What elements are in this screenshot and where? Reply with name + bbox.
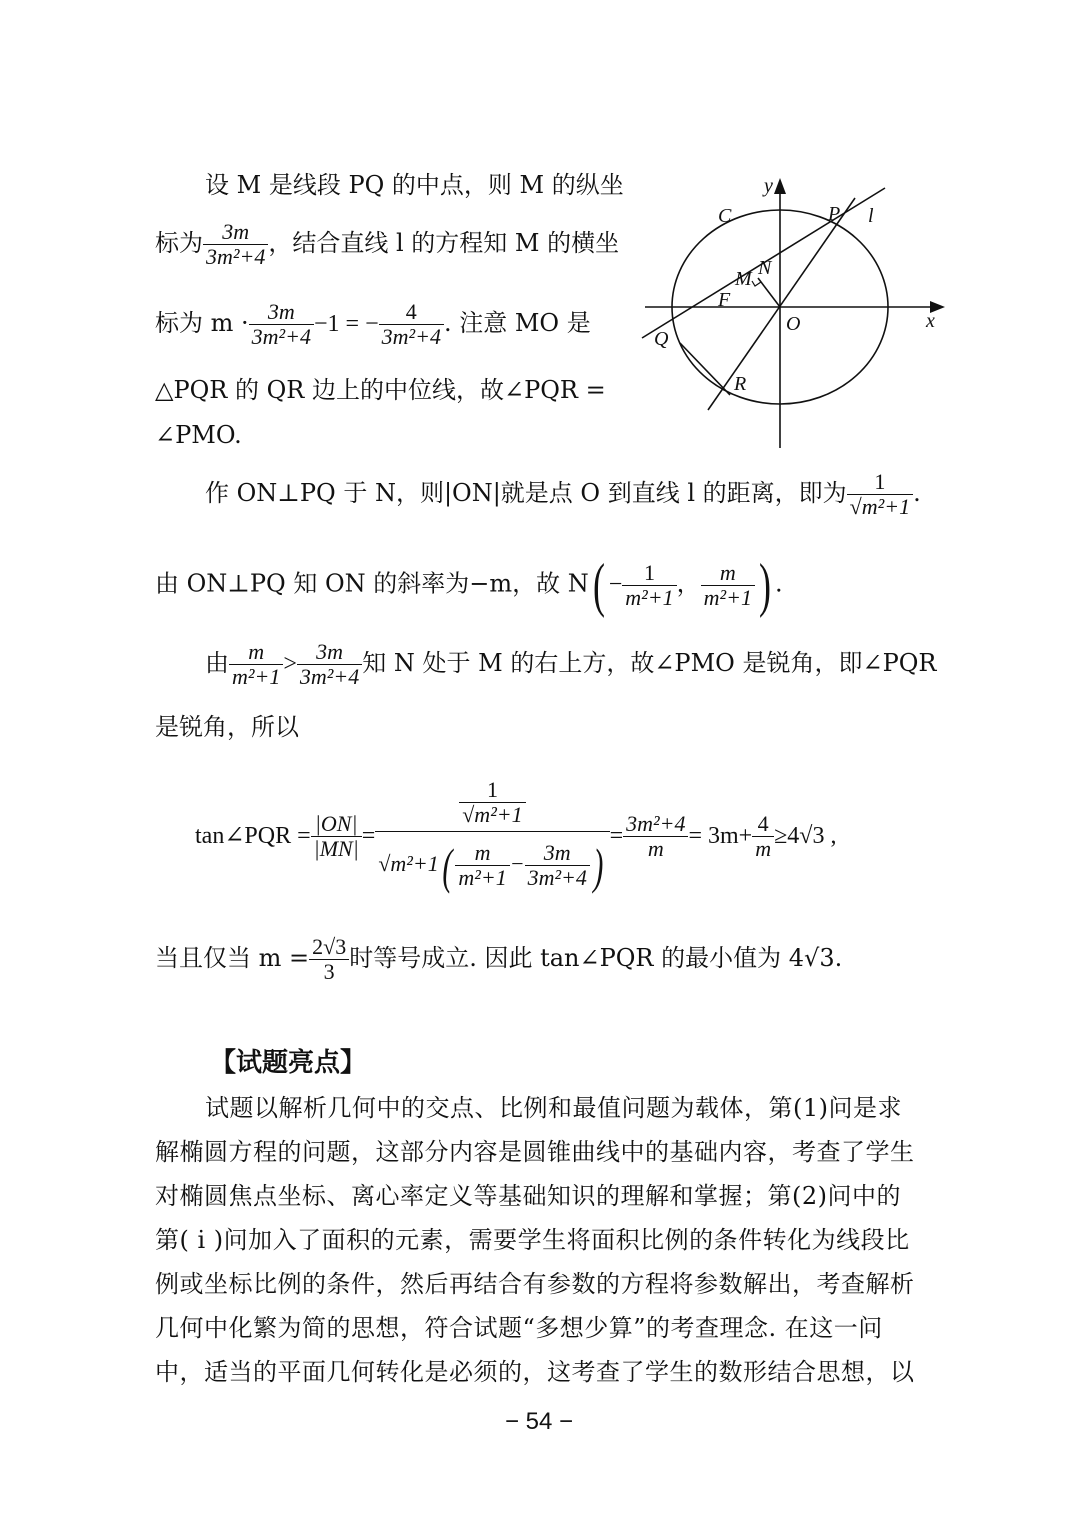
right-angle-mark — [752, 281, 761, 286]
fraction-on-mn: $\frac{|ON|}{|MN|}$ — [311, 812, 362, 861]
fraction-inner: $\frac{m}{\text{m²+1}}$ — [455, 841, 509, 890]
para1-line2: 标为 $\frac{3m}{\text{3m²+4}}$ ，结合直线 l 的方程知 M 的横坐 — [155, 219, 620, 269]
label-q: Q — [654, 328, 669, 350]
fraction: $\frac{1}{\text{√m²+1}}$ — [847, 470, 913, 519]
left-paren: ( — [592, 552, 605, 618]
label-p: P — [828, 203, 841, 225]
highlight-line: 对椭圆焦点坐标、离心率定义等基础知识的理解和掌握；第(2)问中的 — [155, 1182, 901, 1210]
para1-line3: 标为 m · $\frac{3m}{\text{3m²+4}}$ −1 = − $\frac{4}{\text{3m²+4}}$ . 注意 MO 是 — [155, 299, 591, 349]
label-c: C — [718, 205, 732, 227]
para1-line5: ∠PMO. — [155, 421, 242, 449]
label-y: y — [764, 175, 773, 197]
fraction: $\frac{m}{\text{m²+1}}$ — [701, 561, 755, 610]
fraction: $\frac{4}{m}$ — [752, 812, 774, 861]
segment-on — [758, 278, 780, 307]
label-m: M — [735, 268, 752, 290]
right-paren: ) — [758, 552, 771, 618]
label-l: l — [868, 205, 874, 227]
highlight-line: 试题以解析几何中的交点、比例和最值问题为载体，第(1)问是求 — [205, 1094, 902, 1122]
main-equation: tan∠PQR = $\frac{|ON|}{|MN|}$ = $\frac{1}{\text{√m²+1}}$ √m²+1( $\frac{m}{\text{m²+1}}$ − $\frac{3m}{\text{3m²+4}}$ ) = $\frac{\text{3m²+4}}{m}$ = 3m+ $\frac{4}{m}$ ≥4√3 , — [195, 776, 837, 894]
para1-line1: 设 M 是线段 PQ 的中点，则 M 的纵坐 — [205, 171, 624, 199]
label-f: F — [718, 289, 731, 311]
fraction-inner: $\frac{3m}{\text{3m²+4}}$ — [525, 841, 590, 890]
highlight-line: 几何中化繁为简的思想，符合试题“多想少算”的考查理念. 在这一问 — [155, 1314, 883, 1342]
highlight-line: 解椭圆方程的问题，这部分内容是圆锥曲线中的基础内容，考查了学生 — [155, 1138, 915, 1166]
fraction: $\frac{2√3}{3}$ — [309, 935, 349, 984]
page-number: − 54 − — [505, 1408, 574, 1435]
fraction: $\frac{3m}{\text{3m²+4}}$ — [297, 640, 362, 689]
ellipse-figure — [640, 170, 960, 455]
fraction-compound: $\frac{1}{\text{√m²+1}}$ √m²+1( $\frac{m}{\text{m²+1}}$ − $\frac{3m}{\text{3m²+4}}$ ) — [375, 778, 609, 896]
fraction: $\frac{m}{\text{m²+1}}$ — [229, 640, 283, 689]
segment-qr — [680, 343, 730, 395]
para5: 当且仅当 m = $\frac{2√3}{3}$ 时等号成立. 因此 tan∠PQR 的最小值为 4√3. — [155, 934, 843, 984]
label-o: O — [786, 313, 801, 335]
para1-line4: △PQR 的 QR 边上的中位线，故∠PQR = — [155, 376, 606, 404]
label-x: x — [926, 310, 935, 332]
fraction: $\frac{4}{\text{3m²+4}}$ — [379, 300, 444, 349]
label-r: R — [734, 373, 747, 395]
fraction: $\frac{1}{\text{m²+1}}$ — [622, 561, 676, 610]
highlight-line: 中，适当的平面几何转化是必须的，这考查了学生的数形结合思想，以 — [155, 1358, 915, 1386]
fraction: $\frac{3m}{\text{3m²+4}}$ — [249, 300, 314, 349]
para2: 作 ON⊥PQ 于 N，则|ON|就是点 O 到直线 l 的距离，即为 $\frac{1}{\text{√m²+1}}$ . — [205, 469, 921, 519]
fraction: $\frac{\text{3m²+4}}{m}$ — [623, 812, 688, 861]
fraction-inner: $\frac{1}{\text{√m²+1}}$ — [459, 778, 525, 827]
fraction: $\frac{3m}{\text{3m²+4}}$ — [203, 220, 268, 269]
para4-line1: 由 $\frac{m}{\text{m²+1}}$ > $\frac{3m}{\text{3m²+4}}$ 知 N 处于 M 的右上方，故∠PMO 是锐角，即∠PQR — [205, 639, 937, 689]
para3: 由 ON⊥PQ 知 ON 的斜率为−m，故 N( − $\frac{1}{\text{m²+1}}$ ， $\frac{m}{\text{m²+1}}$ ) . — [155, 552, 783, 618]
y-axis-arrow — [774, 178, 786, 194]
section-heading: 【试题亮点】 — [210, 1048, 367, 1078]
highlight-paragraph — [155, 1086, 945, 1394]
para4-line2: 是锐角，所以 — [155, 713, 299, 741]
highlight-line: 第( i )问加入了面积的元素，需要学生将面积比例的条件转化为线段比 — [155, 1226, 910, 1254]
highlight-line: 例或坐标比例的条件，然后再结合有参数的方程将参数解出，考查解析 — [155, 1270, 915, 1298]
label-n: N — [758, 257, 772, 279]
